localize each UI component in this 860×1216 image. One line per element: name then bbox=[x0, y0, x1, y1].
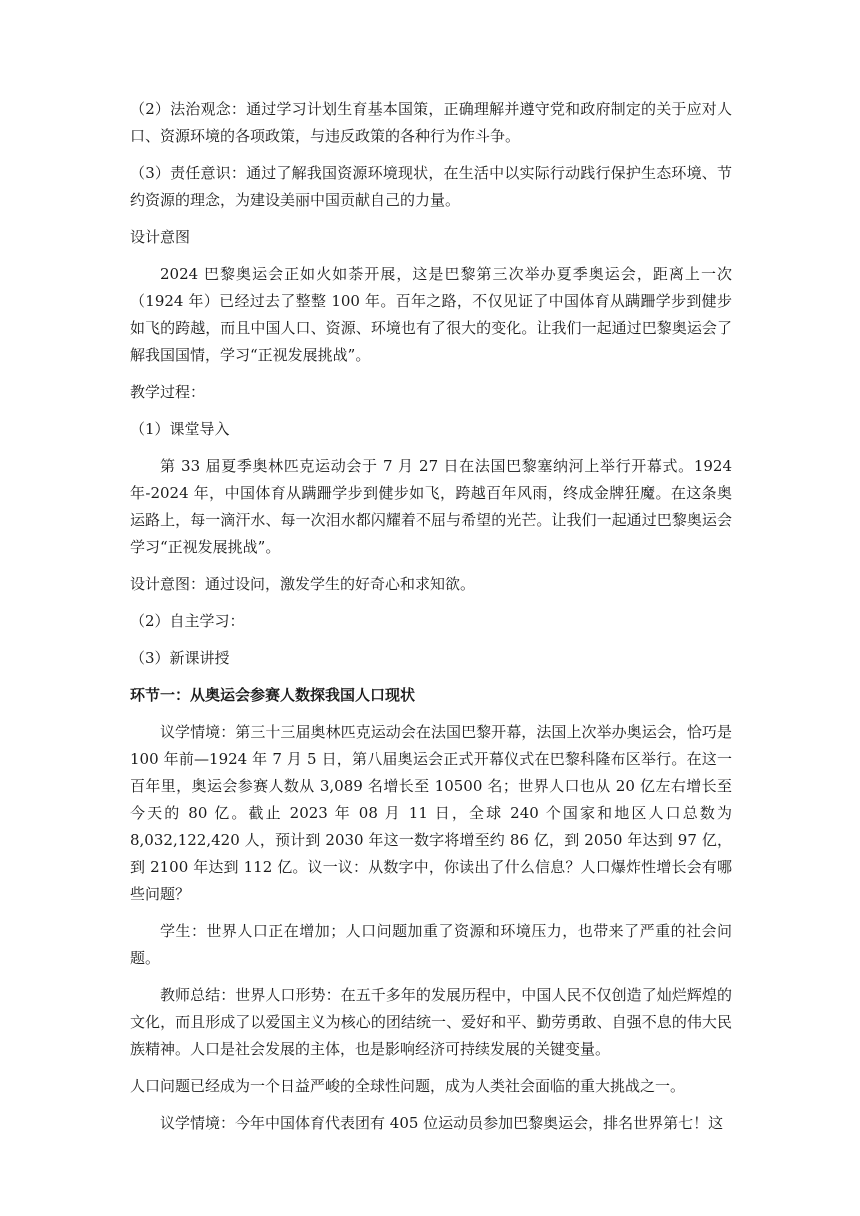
student-response: 学生：世界人口正在增加；人口问题加重了资源和环境压力，也带来了严重的社会问题。 bbox=[130, 922, 732, 967]
new-lesson-heading: （3）新课讲授 bbox=[130, 649, 230, 667]
discussion-scenario-athletes: 议学情境：今年中国体育代表团有 405 位运动员参加巴黎奥运会，排名世界第七！这 bbox=[160, 1114, 724, 1132]
population-issue-statement: 人口问题已经成为一个日益严峻的全球性问题，成为人类社会面临的重大挑战之一。 bbox=[130, 1077, 686, 1095]
design-intent-body: 2024 巴黎奥运会正如火如荼开展，这是巴黎第三次举办夏季奥运会，距离上一次（1924 年）已经过去了整整 100 年。百年之路，不仅见证了中国体育从蹒跚学步到健步如飞的跨越，而且中国人口、资源、环境也有了很大的变化。让我们一起通过巴黎奥运会了解我国国情，学习“正视发展挑战”。 bbox=[130, 265, 732, 364]
discussion-scenario-population: 议学情境：第三十三届奥林匹克运动会在法国巴黎开幕，法国上次举办奥运会，恰巧是 100 年前—1924 年 7 月 5 日，第八届奥运会正式开幕仪式在巴黎科隆布区举行。在这一百年里，奥运会参赛人数从 3,089 名增长至 10500 名；世界人口也从 20 亿左右增长至今天的 80 亿。截止 2023 年 08 月 11 日，全球 240 个国家和地区人口总数为 8,032,122,420 人，预计到 2030 年这一数字将增至约 86 亿，到 2050 年达到 97 亿，到 2100 年达到 112 亿。议一议：从数字中，你读出了什么信息？人口爆炸性增长会有哪些问题？ bbox=[130, 723, 737, 903]
design-intent-note: 设计意图：通过设问，激发学生的好奇心和求知欲。 bbox=[130, 575, 476, 593]
objective-rule-of-law: （2）法治观念：通过学习计划生育基本国策，正确理解并遵守党和政府制定的关于应对人口、资源环境的各项政策，与违反政策的各种行为作斗争。 bbox=[130, 100, 732, 145]
teacher-summary: 教师总结：世界人口形势：在五千多年的发展历程中，中国人民不仅创造了灿烂辉煌的文化，而且形成了以爱国主义为核心的团结统一、爱好和平、勤劳勇敢、自强不息的伟大民族精神。人口是社会发展的主体，也是影响经济可持续发展的关键变量。 bbox=[130, 986, 732, 1058]
class-introduction-body: 第 33 届夏季奥林匹克运动会于 7 月 27 日在法国巴黎塞纳河上举行开幕式。1924 年-2024 年，中国体育从蹒跚学步到健步如飞，跨越百年风雨，终成金牌狂魔。在这条奥运路上，每一滴汗水、每一次泪水都闪耀着不屈与希望的光芒。让我们一起通过巴黎奥运会学习“正视发展挑战”。 bbox=[130, 457, 737, 556]
objective-responsibility: （3）责任意识：通过了解我国资源环境现状，在生活中以实际行动践行保护生态环境、节约资源的理念，为建设美丽中国贡献自己的力量。 bbox=[130, 164, 732, 209]
class-introduction-heading: （1）课堂导入 bbox=[130, 420, 230, 438]
section-one-heading: 环节一：从奥运会参赛人数探我国人口现状 bbox=[130, 686, 416, 704]
self-study-heading: （2）自主学习： bbox=[130, 612, 245, 630]
teaching-process-heading: 教学过程： bbox=[130, 383, 206, 401]
design-intent-heading: 设计意图 bbox=[130, 228, 191, 246]
